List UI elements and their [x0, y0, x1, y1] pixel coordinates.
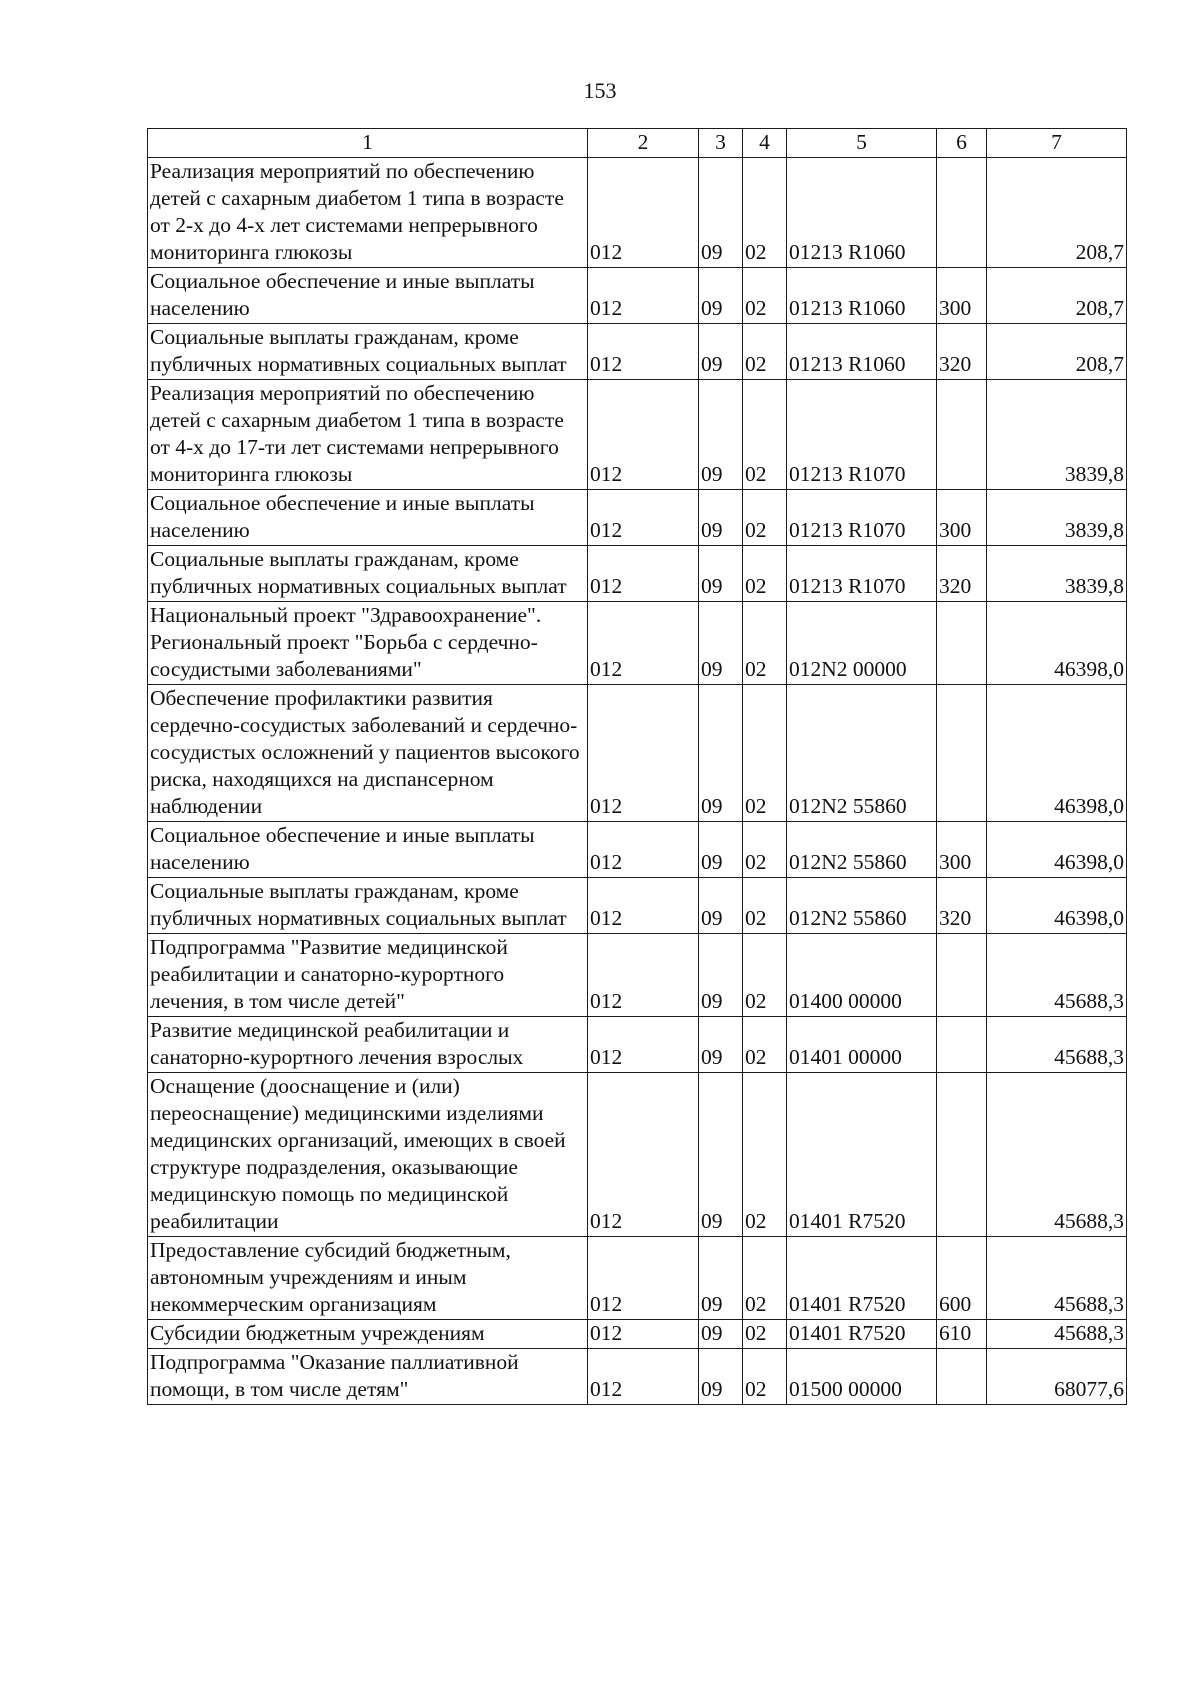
- cell-col-2: 012: [588, 546, 699, 602]
- table-row: [148, 1237, 1127, 1320]
- table-row: [148, 268, 1127, 324]
- cell-col-2: 012: [588, 158, 699, 268]
- cell-col-5: 01213 R1060: [787, 158, 937, 268]
- table-row: [148, 822, 1127, 878]
- cell-col-5: 01213 R1070: [787, 490, 937, 546]
- cell-col-2: 012: [588, 934, 699, 1017]
- cell-col-2: 012: [588, 380, 699, 490]
- cell-col-5: 01401 R7520: [787, 1320, 937, 1349]
- cell-col-6: [937, 158, 987, 268]
- cell-col-2: 012: [588, 1320, 699, 1349]
- cell-name: Субсидии бюджетным учреждениям: [148, 1320, 588, 1349]
- cell-col-7: 46398,0: [987, 878, 1127, 934]
- cell-col-3: 09: [699, 324, 743, 380]
- cell-col-2: 012: [588, 685, 699, 822]
- cell-col-6: 600: [937, 1237, 987, 1320]
- header-col-2: 2: [588, 129, 699, 158]
- cell-name: Реализация мероприятий по обеспечению детей с сахарным диабетом 1 типа в возрасте от 2-х до 4-х лет системами непрерывного мониторинга глюкозы: [148, 158, 588, 268]
- cell-col-4: 02: [743, 878, 787, 934]
- table-row: [148, 490, 1127, 546]
- cell-name: Социальное обеспечение и иные выплаты населению: [148, 822, 588, 878]
- budget-table: [147, 128, 1127, 1405]
- cell-col-7: 45688,3: [987, 934, 1127, 1017]
- table-row: [148, 324, 1127, 380]
- cell-col-3: 09: [699, 490, 743, 546]
- cell-col-7: 46398,0: [987, 602, 1127, 685]
- cell-col-6: [937, 602, 987, 685]
- cell-col-2: 012: [588, 490, 699, 546]
- cell-col-2: 012: [588, 602, 699, 685]
- cell-col-5: 01500 00000: [787, 1349, 937, 1405]
- cell-col-5: 012N2 55860: [787, 878, 937, 934]
- cell-col-3: 09: [699, 158, 743, 268]
- cell-col-6: 300: [937, 490, 987, 546]
- cell-col-6: [937, 1349, 987, 1405]
- cell-col-4: 02: [743, 1017, 787, 1073]
- cell-col-6: [937, 1073, 987, 1237]
- cell-col-3: 09: [699, 268, 743, 324]
- cell-col-7: 46398,0: [987, 822, 1127, 878]
- table-header: [148, 129, 1127, 158]
- cell-col-2: 012: [588, 1073, 699, 1237]
- cell-col-4: 02: [743, 158, 787, 268]
- cell-col-2: 012: [588, 1017, 699, 1073]
- header-col-1: 1: [148, 129, 588, 158]
- cell-col-4: 02: [743, 546, 787, 602]
- cell-col-3: 09: [699, 1237, 743, 1320]
- cell-col-7: 3839,8: [987, 380, 1127, 490]
- cell-col-4: 02: [743, 1349, 787, 1405]
- table-row: [148, 380, 1127, 490]
- cell-col-5: 01213 R1060: [787, 324, 937, 380]
- cell-col-3: 09: [699, 822, 743, 878]
- table-row: [148, 1320, 1127, 1349]
- cell-name: Социальные выплаты гражданам, кроме публичных нормативных социальных выплат: [148, 878, 588, 934]
- cell-col-7: 45688,3: [987, 1320, 1127, 1349]
- cell-col-6: 300: [937, 822, 987, 878]
- table-row: [148, 1017, 1127, 1073]
- cell-col-3: 09: [699, 602, 743, 685]
- cell-col-2: 012: [588, 1349, 699, 1405]
- cell-col-7: 208,7: [987, 268, 1127, 324]
- cell-col-6: 320: [937, 324, 987, 380]
- cell-col-3: 09: [699, 380, 743, 490]
- cell-col-4: 02: [743, 822, 787, 878]
- cell-col-7: 46398,0: [987, 685, 1127, 822]
- cell-col-4: 02: [743, 1237, 787, 1320]
- header-col-3: 3: [699, 129, 743, 158]
- table-row: [148, 1349, 1127, 1405]
- cell-name: Социальные выплаты гражданам, кроме публичных нормативных социальных выплат: [148, 324, 588, 380]
- header-col-4: 4: [743, 129, 787, 158]
- cell-col-7: 3839,8: [987, 490, 1127, 546]
- cell-col-5: 01213 R1070: [787, 546, 937, 602]
- table-body: [148, 158, 1127, 1405]
- cell-col-3: 09: [699, 1017, 743, 1073]
- cell-col-3: 09: [699, 934, 743, 1017]
- cell-col-3: 09: [699, 878, 743, 934]
- cell-name: Социальные выплаты гражданам, кроме публичных нормативных социальных выплат: [148, 546, 588, 602]
- cell-col-5: 012N2 55860: [787, 822, 937, 878]
- cell-col-4: 02: [743, 934, 787, 1017]
- cell-col-5: 01213 R1060: [787, 268, 937, 324]
- cell-col-7: 208,7: [987, 324, 1127, 380]
- cell-col-4: 02: [743, 490, 787, 546]
- table-row: [148, 878, 1127, 934]
- cell-col-4: 02: [743, 268, 787, 324]
- cell-name: Подпрограмма "Развитие медицинской реабилитации и санаторно-курортного лечения, в том числе детей": [148, 934, 588, 1017]
- cell-col-5: 012N2 55860: [787, 685, 937, 822]
- cell-col-7: 45688,3: [987, 1237, 1127, 1320]
- cell-col-7: 45688,3: [987, 1073, 1127, 1237]
- table-row: [148, 1073, 1127, 1237]
- cell-col-2: 012: [588, 324, 699, 380]
- cell-col-5: 01401 00000: [787, 1017, 937, 1073]
- cell-name: Национальный проект "Здравоохранение". Региональный проект "Борьба с сердечно-сосудистыми заболеваниями": [148, 602, 588, 685]
- cell-col-2: 012: [588, 1237, 699, 1320]
- cell-col-6: [937, 1017, 987, 1073]
- cell-col-5: 012N2 00000: [787, 602, 937, 685]
- header-col-7: 7: [987, 129, 1127, 158]
- cell-name: Оснащение (дооснащение и (или) переоснащение) медицинскими изделиями медицинских организаций, имеющих в своей структуре подразделения, оказывающие медицинскую помощь по медицинской реабилитации: [148, 1073, 588, 1237]
- cell-col-4: 02: [743, 602, 787, 685]
- cell-col-5: 01401 R7520: [787, 1237, 937, 1320]
- cell-col-3: 09: [699, 1320, 743, 1349]
- cell-name: Предоставление субсидий бюджетным, автономным учреждениям и иным некоммерческим организациям: [148, 1237, 588, 1320]
- header-col-6: 6: [937, 129, 987, 158]
- cell-col-3: 09: [699, 1349, 743, 1405]
- cell-col-2: 012: [588, 878, 699, 934]
- cell-col-5: 01401 R7520: [787, 1073, 937, 1237]
- cell-col-6: 320: [937, 546, 987, 602]
- cell-name: Обеспечение профилактики развития сердечно-сосудистых заболеваний и сердечно-сосудистых осложнений у пациентов высокого риска, находящихся на диспансерном наблюдении: [148, 685, 588, 822]
- cell-col-3: 09: [699, 1073, 743, 1237]
- header-row: [148, 129, 1127, 158]
- cell-col-6: [937, 934, 987, 1017]
- table-row: [148, 158, 1127, 268]
- cell-col-4: 02: [743, 1073, 787, 1237]
- table-row: [148, 934, 1127, 1017]
- table-row: [148, 602, 1127, 685]
- cell-col-7: 68077,6: [987, 1349, 1127, 1405]
- cell-col-2: 012: [588, 822, 699, 878]
- cell-name: Реализация мероприятий по обеспечению детей с сахарным диабетом 1 типа в возрасте от 4-х до 17-ти лет системами непрерывного мониторинга глюкозы: [148, 380, 588, 490]
- cell-col-2: 012: [588, 268, 699, 324]
- header-col-5: 5: [787, 129, 937, 158]
- cell-col-7: 208,7: [987, 158, 1127, 268]
- cell-col-6: 610: [937, 1320, 987, 1349]
- cell-col-4: 02: [743, 380, 787, 490]
- cell-name: Развитие медицинской реабилитации и санаторно-курортного лечения взрослых: [148, 1017, 588, 1073]
- cell-col-6: 320: [937, 878, 987, 934]
- page-number: 153: [583, 78, 617, 103]
- cell-col-6: [937, 380, 987, 490]
- cell-col-6: 300: [937, 268, 987, 324]
- cell-col-4: 02: [743, 685, 787, 822]
- table-row: [148, 685, 1127, 822]
- cell-col-4: 02: [743, 1320, 787, 1349]
- cell-name: Социальное обеспечение и иные выплаты населению: [148, 490, 588, 546]
- cell-col-7: 45688,3: [987, 1017, 1127, 1073]
- cell-col-5: 01400 00000: [787, 934, 937, 1017]
- cell-col-5: 01213 R1070: [787, 380, 937, 490]
- table-row: [148, 546, 1127, 602]
- cell-col-3: 09: [699, 546, 743, 602]
- cell-name: Социальное обеспечение и иные выплаты населению: [148, 268, 588, 324]
- cell-col-4: 02: [743, 324, 787, 380]
- cell-name: Подпрограмма "Оказание паллиативной помощи, в том числе детям": [148, 1349, 588, 1405]
- cell-col-7: 3839,8: [987, 546, 1127, 602]
- cell-col-3: 09: [699, 685, 743, 822]
- cell-col-6: [937, 685, 987, 822]
